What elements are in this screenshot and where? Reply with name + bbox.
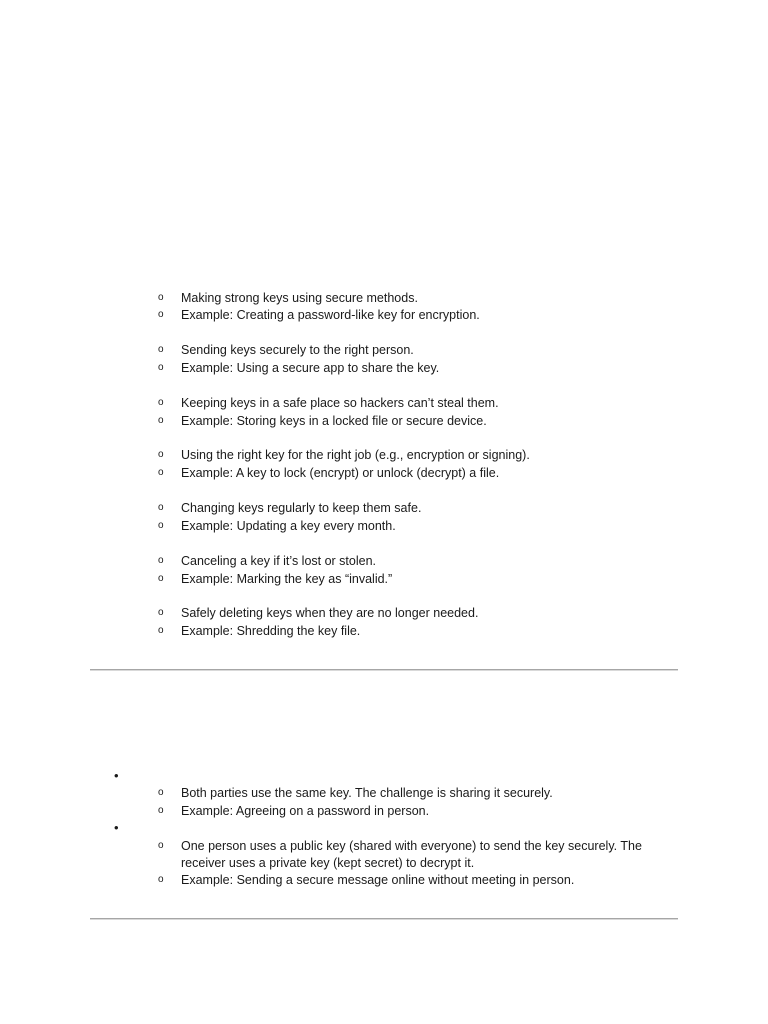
sub-bullet: o [158,467,164,478]
list-item: Making strong keys using secure methods. [181,291,418,305]
sub-bullet: o [158,362,164,373]
sub-bullet: o [158,625,164,636]
list-item: Both parties use the same key. The challenge is sharing it securely. [181,786,553,800]
sub-bullet: o [158,309,164,320]
list-item-example: Example: Storing keys in a locked file or secure device. [181,414,487,428]
sub-bullet: o [158,787,164,798]
list-item: Using the right key for the right job (e.g., encryption or signing). [181,448,530,462]
sub-bullet: o [158,449,164,460]
sub-bullet: o [158,805,164,816]
horizontal-divider [90,669,678,671]
sub-bullet: o [158,502,164,513]
sub-bullet: o [158,520,164,531]
sub-bullet: o [158,607,164,618]
list-item-example: Example: Sending a secure message online without meeting in person. [181,873,575,887]
main-bullet: • [114,768,119,783]
list-item-example: Example: Updating a key every month. [181,519,396,533]
list-item: Keeping keys in a safe place so hackers can’t steal them. [181,396,499,410]
list-item-example: Example: Agreeing on a password in person. [181,804,430,818]
sub-bullet: o [158,840,164,851]
list-item: Safely deleting keys when they are no longer needed. [181,606,479,620]
list-item-example: Example: Shredding the key file. [181,624,361,638]
sub-bullet: o [158,344,164,355]
list-item-example: Example: A key to lock (encrypt) or unlock (decrypt) a file. [181,466,500,480]
list-item: Changing keys regularly to keep them safe. [181,501,422,515]
list-item-example: Example: Creating a password-like key for encryption. [181,308,480,322]
list-item: Canceling a key if it’s lost or stolen. [181,554,377,568]
main-bullet: • [114,820,119,835]
sub-bullet: o [158,573,164,584]
list-item: Sending keys securely to the right person. [181,343,414,357]
list-item-example: Example: Using a secure app to share the key. [181,361,440,375]
sub-bullet: o [158,555,164,566]
sub-bullet: o [158,415,164,426]
horizontal-divider [90,918,678,920]
list-item-example: Example: Marking the key as “invalid.” [181,572,393,586]
list-item: One person uses a public key (shared with everyone) to send the key securely. The [181,839,642,853]
list-item-continuation: receiver uses a private key (kept secret) to decrypt it. [181,856,475,870]
sub-bullet: o [158,874,164,885]
sub-bullet: o [158,397,164,408]
sub-bullet: o [158,292,164,303]
